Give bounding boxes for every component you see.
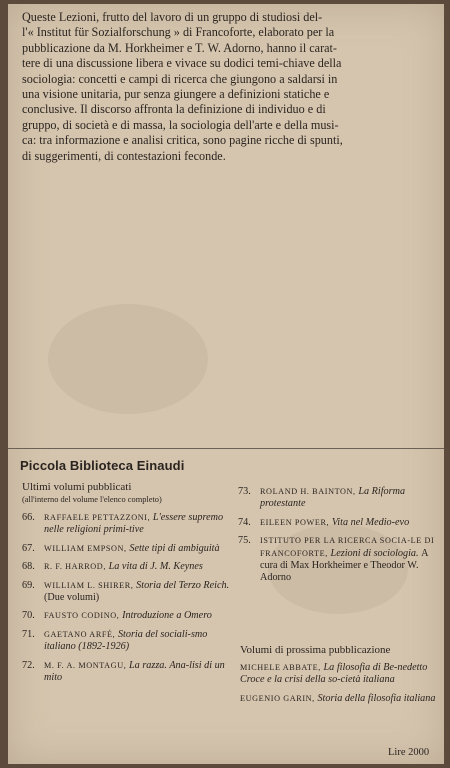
entry-title: Storia della filosofia italiana bbox=[317, 692, 436, 704]
entry-number: 68. bbox=[22, 561, 35, 573]
entry-author: EUGENIO GARIN, bbox=[240, 693, 318, 703]
entry-title: La filosofia di Be-nedetto Croce e la crisi della so-cietà italiana bbox=[240, 662, 428, 686]
latest-volumes-header: Ultimi volumi pubblicati bbox=[22, 481, 132, 493]
divider-line bbox=[8, 448, 444, 449]
book-entry bbox=[22, 512, 232, 537]
entry-number: 70. bbox=[22, 610, 35, 622]
blurb-line: pubblicazione da M. Horkheimer e T. W. Adorno, hanno il carat- bbox=[22, 40, 337, 55]
entry-author: EILEEN POWER, bbox=[260, 517, 332, 527]
entry-author: WILLIAM EMPSON, bbox=[44, 543, 130, 553]
entry-author: R. F. HARROD, bbox=[44, 562, 109, 572]
entry-author: WILLIAM L. SHIRER, bbox=[44, 580, 137, 590]
blurb-line: l'« Institut für Sozialforschung » di Francoforte, elaborato per la bbox=[22, 25, 335, 40]
entry-author: MICHELE ABBATE, bbox=[240, 663, 324, 672]
upcoming-entry bbox=[240, 662, 438, 687]
entry-author: ISTITUTO PER LA RICERCA SOCIA-LE DI FRANCOFORTE, bbox=[260, 536, 435, 558]
entry-title: L'essere supremo nelle religioni primi-tive bbox=[44, 512, 224, 536]
upcoming-entry bbox=[240, 693, 438, 705]
book-entry bbox=[22, 561, 232, 573]
entry-title: Lezioni di sociologia. bbox=[330, 547, 422, 559]
entry-title: La razza. Ana-lisi di un mito bbox=[44, 659, 225, 684]
entry-title: Storia del sociali-smo italiano (1892-1926) bbox=[44, 628, 208, 653]
blurb-line: tere di una discussione libera e vivace su dodici temi-chiave della bbox=[22, 56, 342, 71]
entry-author: FAUSTO CODINO, bbox=[44, 611, 123, 621]
entry-author: RAFFAELE PETTAZZONI, bbox=[44, 513, 153, 522]
entry-author: ROLAND H. BAINTON, bbox=[260, 487, 359, 496]
upcoming-volumes-header: Volumi di prossima pubblicazione bbox=[240, 644, 391, 656]
blurb-line: conclusive. Il discorso affronta la definizione di individuo e di bbox=[22, 102, 326, 117]
entry-extra: (Due volumi) bbox=[44, 592, 100, 604]
entry-title: Vita nel Medio-evo bbox=[331, 516, 410, 528]
entry-number: 72. bbox=[22, 659, 35, 671]
entry-title: Introduzione a Omero bbox=[122, 610, 212, 622]
series-title: Piccola Biblioteca Einaudi bbox=[20, 458, 185, 473]
book-entry bbox=[22, 543, 232, 555]
latest-volumes-note: (all'interno del volume l'elenco completo) bbox=[22, 495, 162, 504]
book-entry bbox=[22, 660, 232, 685]
entry-number: 67. bbox=[22, 542, 35, 554]
price-label: Lire 2000 bbox=[388, 747, 430, 758]
blurb-line: gruppo, di società e di massa, la sociologia dell'arte e della musi- bbox=[22, 117, 339, 132]
entry-number: 73. bbox=[238, 486, 251, 497]
blurb-line: una visione unitaria, pur senza giungere a definizioni statiche e bbox=[22, 87, 330, 102]
entry-number: 74. bbox=[238, 516, 251, 528]
entry-title: La vita di J. M. Keynes bbox=[108, 561, 203, 573]
entry-number: 66. bbox=[22, 512, 35, 523]
book-entry bbox=[22, 580, 232, 605]
blurb-line: ca: tra informazione e analisi critica, sono pagine ricche di spunti, bbox=[22, 133, 343, 148]
book-entry bbox=[238, 517, 438, 529]
upcoming-volumes-list bbox=[240, 662, 438, 711]
entry-title: La Riforma protestante bbox=[260, 486, 406, 510]
entry-title: Storia del Terzo Reich. bbox=[136, 579, 230, 591]
entry-extra: A cura di Max Horkheimer e Theodor W. Adorno bbox=[260, 547, 428, 584]
entry-author: GAETANO ARFÉ, bbox=[44, 629, 118, 639]
book-entry bbox=[238, 486, 438, 511]
latest-volumes-column bbox=[22, 481, 232, 690]
blurb-line: Queste Lezioni, frutto del lavoro di un gruppo di studiosi del- bbox=[22, 10, 323, 24]
blurb-line: di suggerimenti, di contestazioni feconde. bbox=[22, 148, 226, 163]
entry-number: 69. bbox=[22, 579, 35, 591]
book-entry bbox=[238, 535, 438, 585]
entry-number: 75. bbox=[238, 535, 251, 547]
entry-author: M. F. A. MONTAGU, bbox=[44, 660, 130, 670]
blurb-line: sociologia: concetti e campi di ricerca che giungono a saldarsi in bbox=[22, 71, 338, 86]
entry-number: 71. bbox=[22, 628, 35, 640]
entry-title: Sette tipi di ambiguità bbox=[129, 542, 220, 554]
latest-volumes-column-right bbox=[238, 486, 438, 591]
book-entry bbox=[22, 610, 232, 622]
book-entry bbox=[22, 629, 232, 654]
blurb-text bbox=[22, 10, 436, 164]
paper-stain bbox=[48, 304, 208, 414]
